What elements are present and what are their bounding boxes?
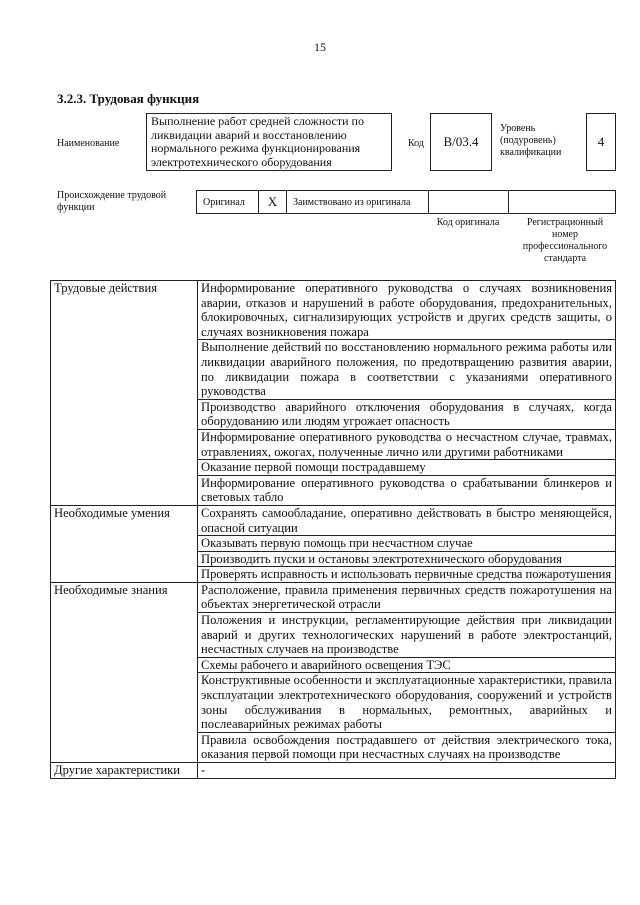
function-table bbox=[50, 280, 616, 779]
page-number: 15 bbox=[314, 40, 326, 54]
table-cell-text: Сохранять самообладание, оперативно действовать в быстро меняющейся, опасной ситуации bbox=[198, 505, 616, 535]
original-mark: X bbox=[267, 194, 278, 209]
level-value: 4 bbox=[597, 134, 605, 149]
code-box bbox=[430, 113, 492, 171]
function-table-body bbox=[51, 281, 616, 779]
table-cell-text: Информирование оперативного руководства о несчастном случае, травмах, отравлениях, ожогах, полученные лично или другими работниками bbox=[198, 429, 616, 459]
name-label: Наименование bbox=[57, 138, 120, 149]
original-cell bbox=[196, 190, 258, 214]
table-cell-text: Информирование оперативного руководства о случаях возникновения аварии, отказов и нарушений в работе оборудования, предохранительных, блокировочных, сигнализирующих устройств и других средств защиты, о случаях возникновения пожара bbox=[198, 281, 616, 340]
section-label: Другие характеристики bbox=[51, 763, 198, 779]
original-label: Оригинал bbox=[203, 196, 245, 208]
origin-label: Происхождение трудовой функции bbox=[57, 190, 167, 213]
section-title: 3.2.3. Трудовая функция bbox=[57, 91, 200, 106]
table-cell-text: Выполнение действий по восстановлению нормального режима работы или ликвидации аварийного положения, по предотвращению развития аварии, по ликвидации пожара в соответствии с указаниями оперативного руководства bbox=[198, 340, 616, 399]
table-cell-text: Положения и инструкции, регламентирующие действия при ликвидации аварий и других технологических нарушений в работе электростанций, несчастных случаев на производстве bbox=[198, 613, 616, 658]
table-cell-text: Расположение, правила применения первичных средств пожаротушения на объектах энергетической отрасли bbox=[198, 582, 616, 612]
table-cell-text: Оказание первой помощи пострадавшему bbox=[198, 460, 616, 476]
table-row bbox=[51, 582, 616, 612]
function-name: Выполнение работ средней сложности по ликвидации аварий и восстановлению нормального режима функционирования электротехнического оборудования bbox=[151, 114, 364, 169]
section-label: Необходимые знания bbox=[51, 582, 198, 762]
table-cell-text: Правила освобождения пострадавшего от действия электрического тока, оказания первой помощи при несчастных случаях на производстве bbox=[198, 732, 616, 762]
reg-number-caption: Регистрационный номер профессионального стандарта bbox=[522, 217, 608, 264]
level-label: Уровень (подуровень) квалификации bbox=[500, 123, 562, 158]
reg-number-cell bbox=[508, 190, 616, 214]
table-cell-text: Проверять исправность и использовать первичные средства пожаротушения bbox=[198, 567, 616, 583]
table-cell-text: Схемы рабочего и аварийного освещения ТЭС bbox=[198, 657, 616, 673]
table-cell-text: Оказывать первую помощь при несчастном случае bbox=[198, 536, 616, 552]
original-code-cell bbox=[428, 190, 508, 214]
table-cell-text: - bbox=[198, 763, 616, 779]
code-value: В/03.4 bbox=[443, 134, 479, 149]
table-cell-text: Производить пуски и остановы электротехнического оборудования bbox=[198, 551, 616, 567]
table-cell-text: Производство аварийного отключения оборудования в случаях, когда оборудованию или людям угрожает опасность bbox=[198, 399, 616, 429]
origin-row bbox=[196, 190, 616, 214]
section-label: Трудовые действия bbox=[51, 281, 198, 506]
function-name-box bbox=[146, 113, 392, 171]
table-row bbox=[51, 505, 616, 535]
table-cell-text: Информирование оперативного руководства о срабатывании блинкеров и световых табло bbox=[198, 475, 616, 505]
section-label: Необходимые умения bbox=[51, 505, 198, 582]
code-label: Код bbox=[408, 138, 424, 149]
borrowed-label: Заимствовано из оригинала bbox=[293, 196, 411, 208]
table-row bbox=[51, 763, 616, 779]
original-mark-cell bbox=[258, 190, 286, 214]
code-original-caption: Код оригинала bbox=[436, 217, 500, 228]
level-box bbox=[586, 113, 616, 171]
table-row bbox=[51, 281, 616, 340]
table-cell-text: Конструктивные особенности и эксплуатационные характеристики, правила эксплуатации электротехнического оборудования, сооружений и устройств зоны обслуживания в нормальных, ремонтных, аварийных и послеаварийных режимах работы bbox=[198, 673, 616, 732]
borrowed-cell bbox=[286, 190, 428, 214]
